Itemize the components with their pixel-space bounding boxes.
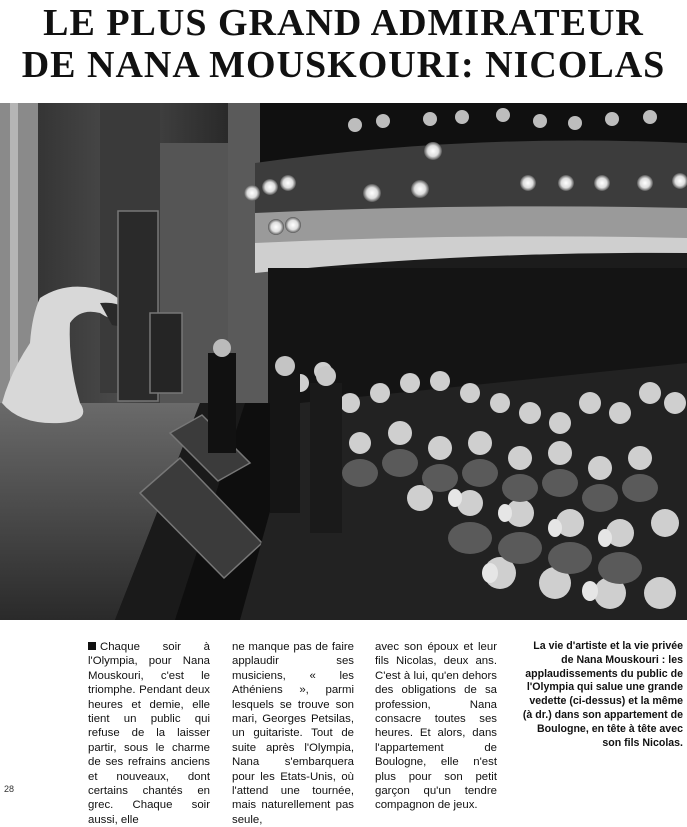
photo-caption: La vie d'artiste et la vie privée de Nana Mouskouri : les applaudissements du public de l'Olympia qui salue une grande vedette (ci-dessus) et la même (à dr.) dans son appartement de Boulogne, en tête à tête avec son fils Nicolas. [522,640,683,749]
bullet-square-icon [88,642,96,650]
article-column-1-text: Chaque soir à l'Olympia, pour Nana Mouskouri, c'est le triomphe. Pendant deux heures et demie, elle tient un public qui refuse de la laisser partir, sous le charme de ses refrains anciens et nouveaux, dont certains chantés en grec. Chaque soir aussi, elle [88,641,210,826]
page-number: 28 [4,784,15,794]
article-column-1 [88,640,210,827]
article-column-3: avec son époux et leur fils Nicolas, deux ans. C'est à lui, qu'en dehors des obligations de sa profession, Nana consacre toutes ses heures. Et alors, dans l'appartement de Boulogne, elle n'est plus pour son petit garçon qu'un tendre compagnon de jeux. [375,641,497,812]
headline-line-2: DE NANA MOUSKOURI: NICOLAS [21,44,666,86]
concert-photo [0,103,687,620]
headline-line-1: LE PLUS GRAND ADMIRATEUR [43,2,644,44]
article-column-2: ne manque pas de faire applaudir ses musiciens, « les Athéniens », parmi lesquels se trouve son mari, Georges Petsilas, un guitariste. Tout de suite après l'Olympia, Nana s'embarquera pour les Etats-Unis, où l'attend une tournée, mais naturellement pas seule, [232,641,354,826]
headline [0,0,687,100]
